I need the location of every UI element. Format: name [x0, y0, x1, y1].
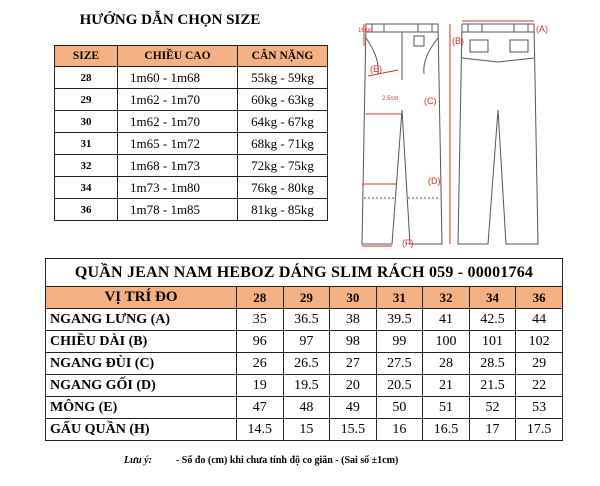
measure-label: NGANG LƯNG (A): [46, 309, 237, 331]
measure-label: GẤU QUẦN (H): [46, 419, 237, 441]
measure-value: 20.5: [376, 375, 423, 397]
note-label: Lưu ý:: [124, 455, 152, 466]
measure-value: 51: [423, 397, 470, 419]
measure-value: 26: [237, 353, 284, 375]
height-cell: 1m62 - 1m70: [118, 111, 238, 133]
measure-value: 27: [330, 353, 377, 375]
size-header: SIZE: [55, 46, 118, 67]
size-column-header: 28: [237, 287, 284, 309]
height-header: CHIỀU CAO: [118, 46, 238, 67]
spec-title: QUẦN JEAN NAM HEBOZ DÁNG SLIM RÁCH 059 - 00001764: [46, 259, 563, 287]
height-cell: 1m68 - 1m73: [118, 155, 238, 177]
label-a: (A): [536, 24, 548, 34]
measure-value: 19: [237, 375, 284, 397]
size-cell: 30: [55, 111, 118, 133]
measure-value: 15.5: [330, 419, 377, 441]
label-16cm: 16cm: [358, 28, 373, 34]
measure-value: 38: [330, 309, 377, 331]
size-guide-row: [55, 177, 328, 199]
size-column-header: 31: [376, 287, 423, 309]
spec-row: [46, 353, 563, 375]
measure-value: 16.5: [423, 419, 470, 441]
label-2-5cm: 2.5cm: [382, 96, 399, 102]
label-d: (D): [428, 176, 441, 186]
weight-cell: 76kg - 80kg: [238, 177, 328, 199]
size-guide-row: [55, 199, 328, 221]
measure-value: 42.5: [469, 309, 516, 331]
size-cell: 29: [55, 89, 118, 111]
measure-value: 52: [469, 397, 516, 419]
measure-value: 96: [237, 331, 284, 353]
spec-row: [46, 419, 563, 441]
measure-value: 53: [516, 397, 563, 419]
measure-value: 101: [469, 331, 516, 353]
measure-value: 36.5: [283, 309, 330, 331]
size-guide-table: [54, 45, 328, 221]
measure-value: 44: [516, 309, 563, 331]
size-guide-title: HƯỚNG DẪN CHỌN SIZE: [79, 12, 261, 28]
size-cell: 32: [55, 155, 118, 177]
measure-value: 100: [423, 331, 470, 353]
measure-value: 99: [376, 331, 423, 353]
spec-row: [46, 309, 563, 331]
measure-value: 50: [376, 397, 423, 419]
size-guide-row: [55, 67, 328, 89]
note: [124, 455, 398, 466]
spec-row: [46, 375, 563, 397]
size-cell: 34: [55, 177, 118, 199]
size-guide-row: [55, 111, 328, 133]
measure-value: 14.5: [237, 419, 284, 441]
jeans-measurement-diagram: [358, 18, 558, 250]
measure-value: 41: [423, 309, 470, 331]
measure-value: 97: [283, 331, 330, 353]
spec-table: [45, 258, 563, 441]
size-column-header: 36: [516, 287, 563, 309]
measure-label: MÔNG (E): [46, 397, 237, 419]
size-guide-header-row: [55, 46, 328, 67]
weight-cell: 81kg - 85kg: [238, 199, 328, 221]
size-column-header: 30: [330, 287, 377, 309]
measure-value: 28.5: [469, 353, 516, 375]
weight-cell: 72kg - 75kg: [238, 155, 328, 177]
position-header: VỊ TRÍ ĐO: [46, 287, 237, 309]
measure-value: 22: [516, 375, 563, 397]
size-guide-row: [55, 155, 328, 177]
measure-label: CHIỀU DÀI (B): [46, 331, 237, 353]
measure-value: 19.5: [283, 375, 330, 397]
spec-row: [46, 397, 563, 419]
measure-value: 39.5: [376, 309, 423, 331]
height-cell: 1m62 - 1m70: [118, 89, 238, 111]
spec-row: [46, 331, 563, 353]
label-b: (B): [452, 36, 464, 46]
measure-label: NGANG ĐÙI (C): [46, 353, 237, 375]
size-cell: 28: [55, 67, 118, 89]
measure-value: 21: [423, 375, 470, 397]
height-cell: 1m65 - 1m72: [118, 133, 238, 155]
measure-value: 27.5: [376, 353, 423, 375]
label-c: (C): [424, 96, 437, 106]
spec-header-row: [46, 287, 563, 309]
weight-cell: 64kg - 67kg: [238, 111, 328, 133]
height-cell: 1m78 - 1m85: [118, 199, 238, 221]
size-cell: 31: [55, 133, 118, 155]
measure-value: 17.5: [516, 419, 563, 441]
size-guide-row: [55, 89, 328, 111]
weight-cell: 60kg - 63kg: [238, 89, 328, 111]
size-guide-row: [55, 133, 328, 155]
size-cell: 36: [55, 199, 118, 221]
height-cell: 1m73 - 1m80: [118, 177, 238, 199]
measure-value: 35: [237, 309, 284, 331]
size-column-header: 34: [469, 287, 516, 309]
weight-header: CÂN NẶNG: [238, 46, 328, 67]
measure-value: 102: [516, 331, 563, 353]
label-f: (F): [402, 238, 414, 248]
note-text: - Số đo (cm) khi chưa tính độ co giãn - (Sai số ±1cm): [175, 455, 399, 466]
measure-value: 48: [283, 397, 330, 419]
measure-value: 15: [283, 419, 330, 441]
spec-section: [45, 258, 563, 441]
measure-label: NGANG GỐI (D): [46, 375, 237, 397]
measure-value: 20: [330, 375, 377, 397]
size-column-header: 32: [423, 287, 470, 309]
measure-value: 98: [330, 331, 377, 353]
label-e: (E): [370, 64, 382, 74]
size-column-header: 29: [283, 287, 330, 309]
measure-value: 17: [469, 419, 516, 441]
measure-value: 28: [423, 353, 470, 375]
height-cell: 1m60 - 1m68: [118, 67, 238, 89]
measure-value: 21.5: [469, 375, 516, 397]
measure-value: 49: [330, 397, 377, 419]
measure-value: 26.5: [283, 353, 330, 375]
measure-value: 47: [237, 397, 284, 419]
weight-cell: 55kg - 59kg: [238, 67, 328, 89]
measure-value: 16: [376, 419, 423, 441]
measure-value: 29: [516, 353, 563, 375]
weight-cell: 68kg - 71kg: [238, 133, 328, 155]
